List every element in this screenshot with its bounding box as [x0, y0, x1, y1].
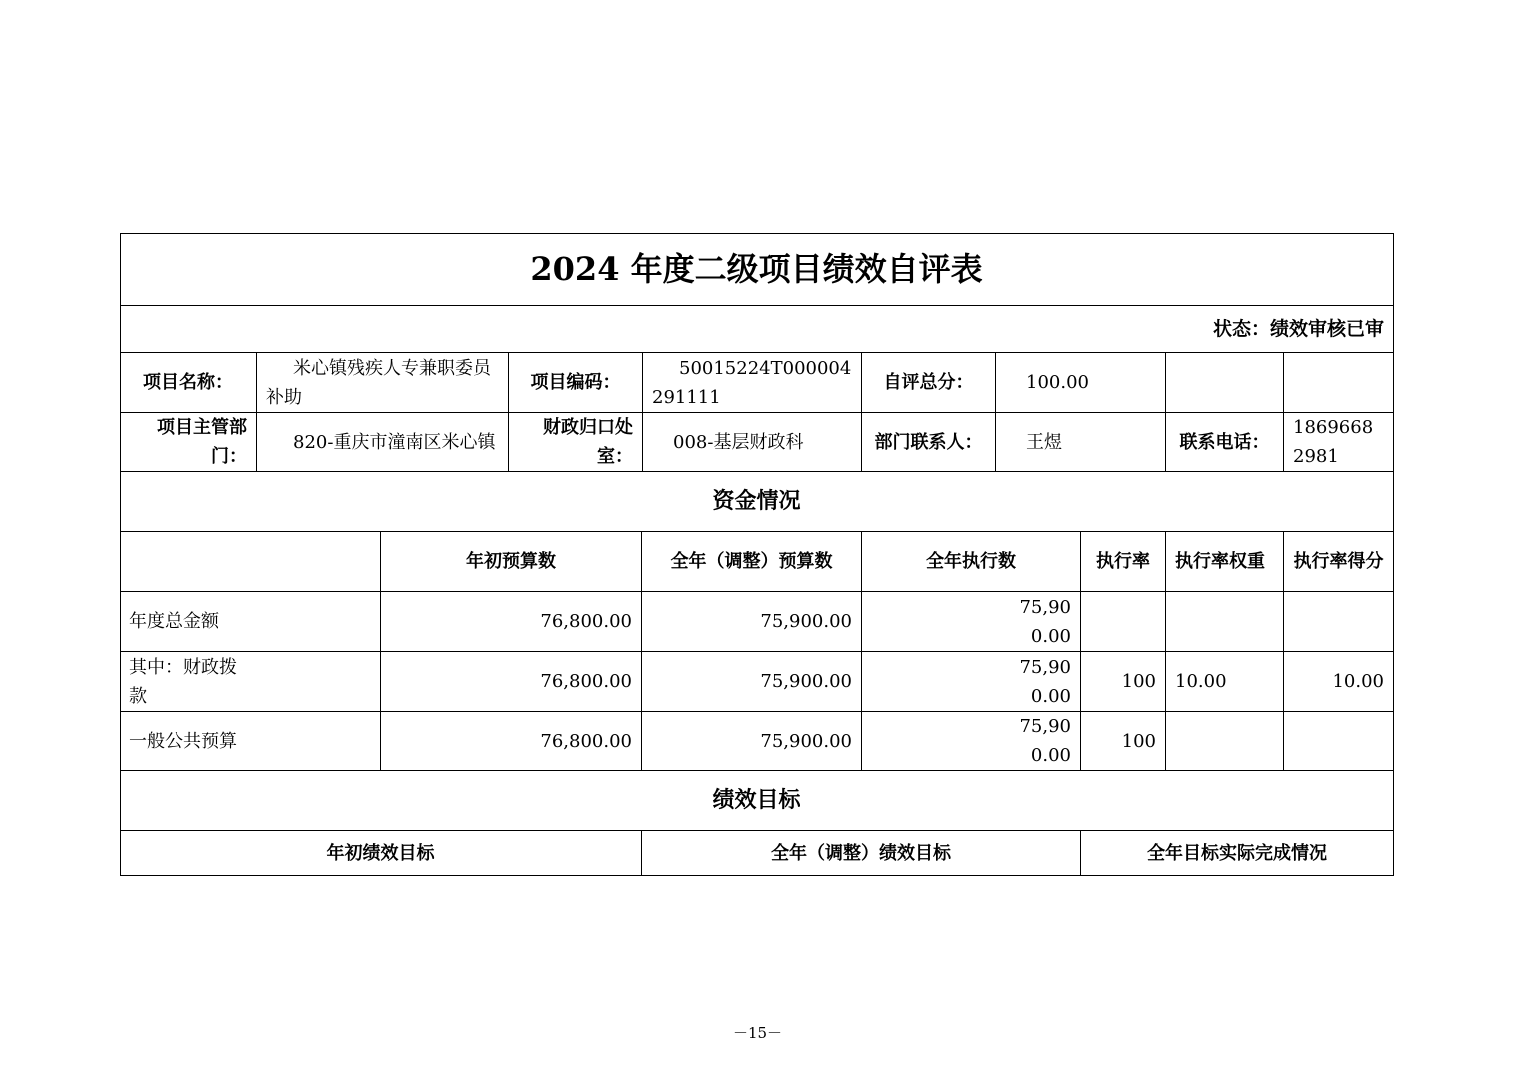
project-code-value: 50015224T000004291111	[643, 353, 862, 413]
funds-header-executed: 全年执行数	[862, 532, 1081, 592]
department-label: 项目主管部门：	[120, 413, 257, 472]
funds-row-weight: 10.00	[1166, 652, 1284, 712]
project-code-label: 项目编码：	[509, 353, 643, 413]
empty-cell	[1284, 353, 1394, 413]
goals-section-heading: 绩效目标	[120, 771, 1394, 831]
goals-header-initial: 年初绩效目标	[120, 831, 642, 876]
funds-row-weight	[1166, 712, 1284, 771]
department-value: 820-重庆市潼南区米心镇	[257, 413, 509, 472]
funds-row-adjusted: 75,900.00	[642, 592, 862, 652]
funds-row-initial: 76,800.00	[381, 592, 642, 652]
funds-row-rate: 100	[1081, 712, 1166, 771]
funds-section-heading: 资金情况	[120, 472, 1394, 532]
finance-office-value: 008-基层财政科	[643, 413, 862, 472]
funds-header-score: 执行率得分	[1284, 532, 1394, 592]
funds-row-score: 10.00	[1284, 652, 1394, 712]
funds-row-executed: 75,900.00	[862, 592, 1081, 652]
funds-row-adjusted: 75,900.00	[642, 712, 862, 771]
funds-row-weight	[1166, 592, 1284, 652]
empty-cell	[1166, 353, 1284, 413]
funds-header-blank	[120, 532, 381, 592]
table-title: 2024 年度二级项目绩效自评表	[120, 233, 1394, 306]
funds-row-name: 一般公共预算	[120, 712, 381, 771]
status-line: 状态：绩效审核已审	[120, 306, 1394, 353]
phone-value: 18696682981	[1284, 413, 1394, 472]
funds-row-score	[1284, 712, 1394, 771]
contact-person-value: 王煜	[996, 413, 1166, 472]
self-score-label: 自评总分：	[862, 353, 996, 413]
funds-row-rate	[1081, 592, 1166, 652]
funds-header-initial: 年初预算数	[381, 532, 642, 592]
page-number: －15－	[732, 1024, 783, 1042]
funds-row-initial: 76,800.00	[381, 652, 642, 712]
goals-header-adjusted: 全年（调整）绩效目标	[642, 831, 1081, 876]
funds-row-rate: 100	[1081, 652, 1166, 712]
funds-row-executed: 75,900.00	[862, 652, 1081, 712]
contact-person-label: 部门联系人：	[862, 413, 996, 472]
funds-row-initial: 76,800.00	[381, 712, 642, 771]
project-name-value: 米心镇残疾人专兼职委员补助	[257, 353, 509, 413]
funds-header-rate: 执行率	[1081, 532, 1166, 592]
funds-row-executed: 75,900.00	[862, 712, 1081, 771]
self-score-value: 100.00	[996, 353, 1166, 413]
finance-office-label: 财政归口处室：	[509, 413, 643, 472]
phone-label: 联系电话：	[1166, 413, 1284, 472]
funds-row-name: 其中：财政拨款	[120, 652, 381, 712]
funds-row-adjusted: 75,900.00	[642, 652, 862, 712]
goals-header-actual: 全年目标实际完成情况	[1081, 831, 1394, 876]
project-name-label: 项目名称：	[120, 353, 257, 413]
funds-header-weight: 执行率权重	[1166, 532, 1284, 592]
funds-row-score	[1284, 592, 1394, 652]
performance-evaluation-table	[120, 233, 1394, 876]
funds-row-name: 年度总金额	[120, 592, 381, 652]
funds-header-adjusted: 全年（调整）预算数	[642, 532, 862, 592]
